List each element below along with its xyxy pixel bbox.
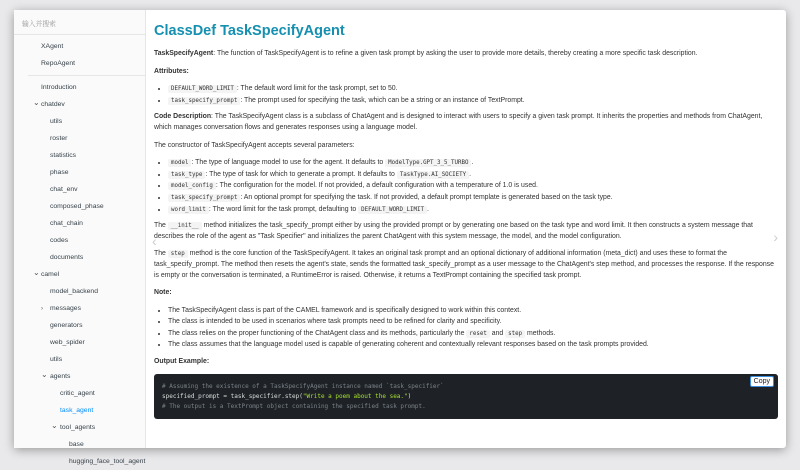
sidebar-item-chatdev[interactable] bbox=[28, 97, 145, 113]
sidebar-item-label: RepoAgent bbox=[41, 60, 76, 67]
init-code: __init__ bbox=[168, 222, 202, 230]
intro-bold: TaskSpecifyAgent bbox=[154, 50, 214, 57]
code-description-paragraph bbox=[154, 112, 778, 133]
intro-text: : The function of TaskSpecifyAgent is to refine a given task prompt by asking the user to provide more details, thereby creating a more specific task description. bbox=[213, 50, 698, 57]
notes-list bbox=[168, 306, 778, 351]
list-item bbox=[168, 205, 778, 216]
note-heading-text: Note bbox=[154, 289, 170, 297]
note-text: and bbox=[489, 329, 506, 337]
chevron-down-icon[interactable]: ⌄ bbox=[33, 268, 40, 277]
list-item: • The class assumes that the language model used is capable of generating coherent and contextually relevant responses based on the task prompts provided. bbox=[168, 340, 778, 351]
param-default-code: DEFAULT_WORD_LIMIT bbox=[358, 206, 427, 214]
step-pre: The bbox=[154, 250, 168, 258]
sidebar-item-label: camel bbox=[41, 271, 60, 278]
list-item: • The TaskSpecifyAgent class is part of the CAMEL framework and is specifically designed to work within this context. bbox=[168, 306, 778, 317]
code-text: specified_prompt = task_specifier.step( bbox=[162, 392, 303, 400]
sidebar-nav bbox=[28, 35, 145, 470]
list-item bbox=[168, 96, 778, 107]
sidebar-item-phase[interactable] bbox=[28, 165, 145, 181]
sidebar-item-label: messages bbox=[50, 305, 81, 312]
param-text-end: . bbox=[426, 205, 429, 213]
sidebar-item-critic-agent[interactable] bbox=[28, 386, 145, 402]
sidebar-item-label: tool_agents bbox=[60, 424, 96, 431]
sidebar-item-statistics[interactable] bbox=[28, 148, 145, 164]
code-block bbox=[154, 374, 778, 419]
list-item bbox=[168, 329, 778, 340]
param-code: task_specify_prompt bbox=[168, 194, 240, 202]
attr-text: : The default word limit for the task prompt, set to 50. bbox=[236, 85, 398, 93]
sidebar-divider bbox=[28, 75, 145, 76]
copy-button[interactable]: Copy bbox=[750, 376, 774, 387]
output-heading-text: Output Example bbox=[154, 358, 207, 366]
step-code: step bbox=[505, 330, 525, 338]
param-text: : The type of language model to use for the agent. It defaults to bbox=[191, 159, 386, 167]
chevron-left-icon[interactable]: ‹ bbox=[152, 233, 157, 249]
list-item bbox=[168, 158, 778, 169]
params-list bbox=[168, 158, 778, 215]
sidebar-item-utils[interactable] bbox=[28, 352, 145, 368]
constructor-intro: The constructor of TaskSpecifyAgent accepts several parameters: bbox=[154, 141, 355, 149]
sidebar-item-xagent[interactable] bbox=[28, 39, 145, 55]
chevron-down-icon[interactable]: ⌄ bbox=[33, 98, 40, 107]
sidebar-item-label: task_agent bbox=[60, 407, 94, 414]
param-code: task_type bbox=[168, 171, 205, 179]
sidebar-item-label: hugging_face_tool_agent bbox=[69, 458, 146, 465]
chevron-right-icon[interactable]: › bbox=[773, 229, 778, 245]
list-item bbox=[168, 181, 778, 192]
init-paragraph bbox=[154, 221, 778, 245]
sidebar-item-label: critic_agent bbox=[60, 390, 95, 397]
code-line: # Assuming the existence of a TaskSpecifyAgent instance named `task_specifier` bbox=[162, 382, 444, 390]
code-description-bold: Code Description bbox=[154, 113, 212, 121]
sidebar-item-label: agents bbox=[50, 373, 71, 380]
sidebar-item-composed-phase[interactable] bbox=[28, 199, 145, 215]
sidebar-item-chat-env[interactable] bbox=[28, 182, 145, 198]
sidebar-item-repoagent[interactable] bbox=[28, 56, 145, 72]
param-default-code: TaskType.AI_SOCIETY bbox=[397, 171, 469, 179]
list-item bbox=[168, 84, 778, 95]
sidebar-item-codes[interactable] bbox=[28, 233, 145, 249]
sidebar-item-base[interactable] bbox=[28, 437, 145, 453]
app-window bbox=[14, 10, 786, 465]
param-code: word_limit bbox=[168, 206, 209, 214]
param-text: : The word limit for the task prompt, defaulting to bbox=[208, 205, 359, 213]
attributes-heading-text: Attributes bbox=[154, 67, 187, 75]
sidebar-item-web-spider[interactable] bbox=[28, 335, 145, 351]
step-code: step bbox=[168, 250, 188, 258]
code-line bbox=[162, 392, 770, 402]
sidebar-item-label: utils bbox=[50, 118, 63, 125]
note-text: The class relies on the proper functioning of the ChatAgent class and its methods, particularly the bbox=[168, 329, 467, 337]
sidebar-item-roster[interactable] bbox=[28, 131, 145, 147]
chevron-down-icon[interactable]: ⌄ bbox=[41, 370, 48, 379]
code-description-text: : The TaskSpecifyAgent class is a subclass of ChatAgent and is designed to interact with users to specify a given task prompt. It inherits the properties and methods from ChatAgent, which manages conversation flows and generates responses using a language model. bbox=[154, 113, 763, 131]
sidebar-item-label: chatdev bbox=[41, 101, 65, 108]
sidebar-item-label: web_spider bbox=[50, 339, 85, 346]
search-input[interactable]: 输入并搜索 bbox=[14, 10, 145, 35]
param-text-end: . bbox=[471, 159, 474, 167]
sidebar-item-documents[interactable] bbox=[28, 250, 145, 266]
list-item bbox=[168, 170, 778, 181]
sidebar-item-label: generators bbox=[50, 322, 83, 329]
attr-text: : The prompt used for specifying the task, which can be a string or an instance of TextPrompt. bbox=[240, 96, 525, 104]
list-item: • The class is intended to be used in scenarios where task prompts need to be refined for clarity and specificity. bbox=[168, 317, 778, 328]
reset-code: reset bbox=[466, 330, 489, 338]
step-paragraph bbox=[154, 249, 778, 281]
sidebar-item-introduction[interactable] bbox=[28, 80, 145, 96]
sidebar-item-agents[interactable] bbox=[28, 369, 145, 385]
param-code: model_config bbox=[168, 182, 216, 190]
attr-code: DEFAULT_WORD_LIMIT bbox=[168, 85, 237, 93]
sidebar-item-label: model_backend bbox=[50, 288, 98, 295]
sidebar-item-label: utils bbox=[50, 356, 63, 363]
sidebar-item-label: Introduction bbox=[41, 84, 77, 91]
param-code: model bbox=[168, 159, 191, 167]
step-text: method is the core function of the TaskSpecifyAgent. It takes an original task prompt and an optional dictionary of additional information (meta_dict) and uses these to format the task_specify_prompt. The method then resets the agent's state, sends the formatted task_specify_prompt as a user message to the ChatAgent's step method, and processes the response. If the response is empty or the conversation is terminated, a RuntimeError is raised. Otherwise, it returns a TextPrompt containing the specified task prompt. bbox=[154, 250, 774, 279]
sidebar-item-tool-agents[interactable] bbox=[28, 420, 145, 436]
sidebar-item-chat-chain[interactable] bbox=[28, 216, 145, 232]
param-text: : The configuration for the model. If not provided, a default configuration with a temperature of 1.0 is used. bbox=[215, 182, 538, 190]
sidebar-item-utils[interactable] bbox=[28, 114, 145, 130]
code-line: # The output is a TextPrompt object containing the specified task prompt. bbox=[162, 402, 426, 410]
sidebar bbox=[14, 10, 146, 465]
intro-paragraph bbox=[154, 49, 778, 60]
page-title: ClassDef TaskSpecifyAgent bbox=[154, 23, 345, 39]
sidebar-item-model-backend[interactable] bbox=[28, 284, 145, 300]
code-string: "Write a poem about the sea." bbox=[302, 392, 408, 400]
attributes-heading: Attributes: bbox=[154, 67, 189, 75]
sidebar-item-label: base bbox=[69, 441, 84, 448]
param-default-code: ModelType.GPT_3_5_TURBO bbox=[385, 159, 471, 167]
sidebar-item-label: roster bbox=[50, 135, 68, 142]
sidebar-item-generators[interactable] bbox=[28, 318, 145, 334]
sidebar-item-label: codes bbox=[50, 237, 69, 244]
sidebar-item-hugging-face-tool-agent[interactable] bbox=[28, 454, 145, 470]
sidebar-item-label: documents bbox=[50, 254, 84, 261]
sidebar-item-label: composed_phase bbox=[50, 203, 104, 210]
attr-code: task_specify_prompt bbox=[168, 97, 240, 105]
sidebar-item-label: chat_chain bbox=[50, 220, 83, 227]
main-content bbox=[146, 10, 786, 448]
output-heading: Output Example: bbox=[154, 358, 210, 366]
note-text: methods. bbox=[525, 329, 556, 337]
note-heading: Note: bbox=[154, 289, 172, 297]
sidebar-item-label: phase bbox=[50, 169, 69, 176]
sidebar-item-task-agent[interactable] bbox=[28, 403, 145, 419]
param-text: : An optional prompt for specifying the task. If not provided, a default prompt template is generated based on the task type. bbox=[240, 193, 613, 201]
attributes-list bbox=[168, 84, 778, 106]
chevron-down-icon[interactable]: ⌄ bbox=[51, 421, 58, 430]
list-item bbox=[168, 193, 778, 204]
param-text: : The type of task for which to generate a prompt. It defaults to bbox=[205, 170, 397, 178]
code-text: ) bbox=[407, 392, 412, 400]
sidebar-item-label: XAgent bbox=[41, 43, 64, 50]
chevron-right-icon[interactable]: › bbox=[41, 306, 43, 312]
init-pre: The bbox=[154, 222, 168, 230]
sidebar-item-label: statistics bbox=[50, 152, 77, 159]
init-text: method initializes the task_specify_prompt either by using the provided prompt or by generating one based on the task type and word limit. It then constructs a system message that describes the role of the agent as "Task Specifier" and initializes the parent ChatAgent with this system message, the model, and the model configuration. bbox=[154, 222, 753, 240]
sidebar-item-messages[interactable] bbox=[28, 301, 145, 317]
sidebar-item-camel[interactable] bbox=[28, 267, 145, 283]
sidebar-item-label: chat_env bbox=[50, 186, 78, 193]
param-text-end: . bbox=[469, 170, 472, 178]
